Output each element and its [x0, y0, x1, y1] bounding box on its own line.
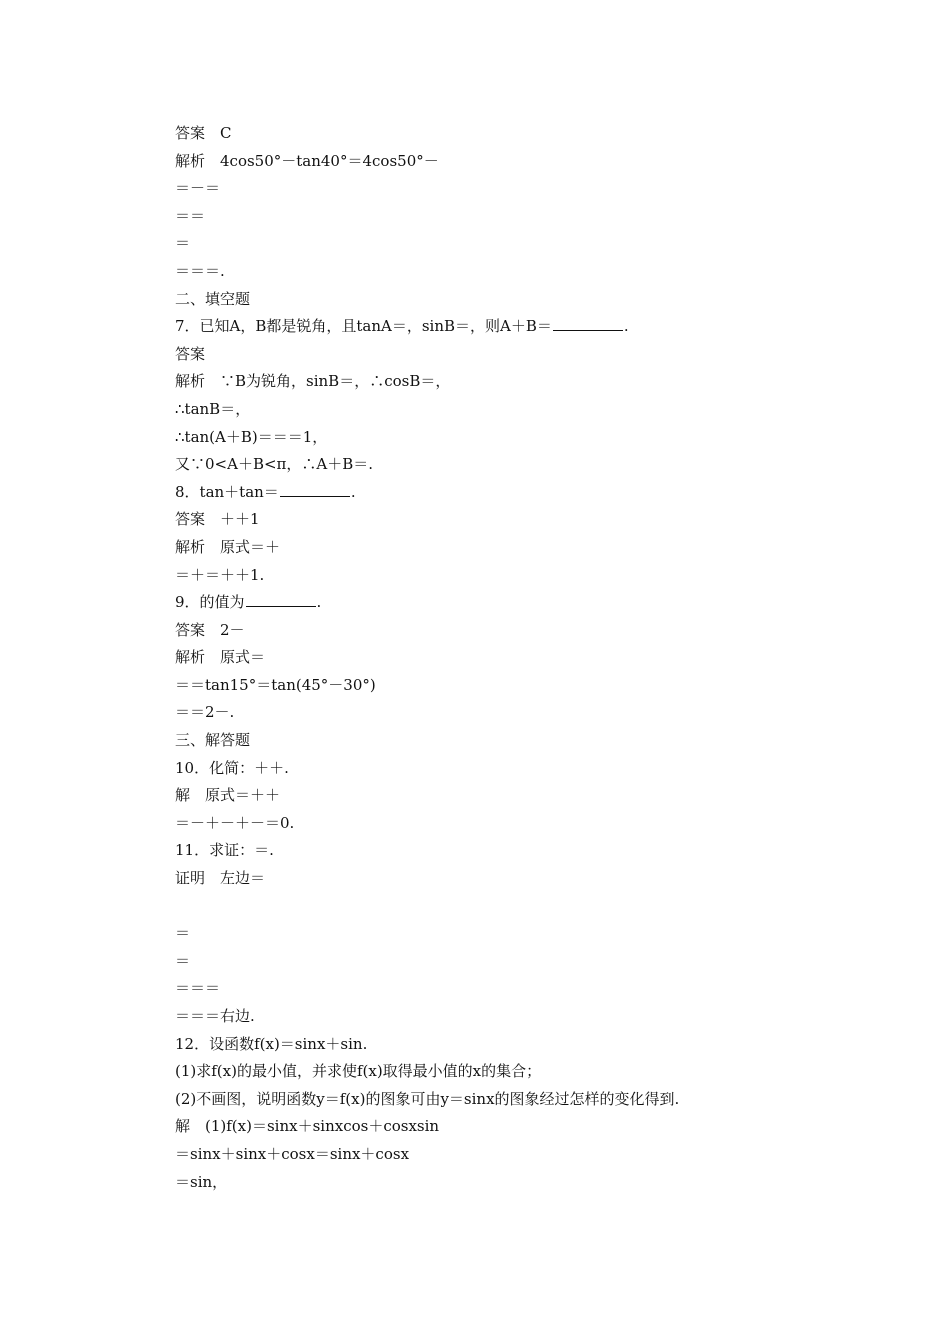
answer-blank	[553, 315, 623, 331]
equation-line: ＝	[175, 234, 191, 253]
equation-line: ＝	[175, 924, 191, 943]
equation-line: ∴tan(A＋B)＝＝＝1，	[175, 427, 328, 446]
question-8-text: 8．tan＋tan＝	[175, 482, 279, 501]
equation-line: ＝＝	[175, 206, 206, 225]
equation-line: ＝－＝	[175, 179, 221, 198]
question-12-part-1: (1)求f(x)的最小值，并求使f(x)取得最小值的x的集合；	[175, 1062, 542, 1081]
question-12: 12．设函数f(x)＝sinx＋sin.	[175, 1034, 368, 1053]
question-12-part-2: (2)不画图，说明函数y＝f(x)的图象可由y＝sinx的图象经过怎样的变化得到.	[175, 1089, 680, 1108]
question-7: 7．已知A，B都是锐角，且tanA＝，sinB＝，则A＋B＝ .	[175, 317, 629, 336]
answer-blank	[246, 591, 316, 607]
spacer	[175, 893, 875, 921]
equation-line: ＝－＋－＋－＝0.	[175, 813, 295, 832]
section-heading-solve: 三、解答题	[175, 731, 251, 750]
answer-line: 答案 ＋＋1	[175, 510, 260, 529]
equation-line: ＝＝＝右边.	[175, 1007, 255, 1025]
answer-blank	[280, 481, 350, 497]
equation-line: 又∵0<A＋B<π，∴A＋B＝.	[175, 455, 374, 474]
analysis-line: 解析 4cos50°－tan40°＝4cos50°－	[175, 151, 439, 170]
analysis-line: 解析 原式＝	[175, 648, 266, 667]
question-8: 8．tan＋tan＝ .	[175, 482, 356, 501]
analysis-line: 解析 ∵B为锐角，sinB＝，∴cosB＝，	[175, 372, 451, 391]
question-10: 10．化简：＋＋.	[175, 758, 289, 777]
document-body	[175, 120, 875, 1196]
answer-line: 答案 C	[175, 124, 232, 142]
equation-line: ＝＝2－.	[175, 703, 235, 722]
equation-line: ＝＝tan15°＝tan(45°－30°)	[175, 675, 376, 694]
equation-line: ＝sin，	[175, 1172, 228, 1191]
question-7-text: 7．已知A，B都是锐角，且tanA＝，sinB＝，则A＋B＝	[175, 317, 552, 336]
solution-line: 解 (1)f(x)＝sinx＋sinxcos＋cosxsin	[175, 1117, 440, 1136]
equation-line: ＝＝＝	[175, 979, 221, 998]
equation-line: ＝＋＝＋＋1.	[175, 565, 265, 584]
equation-line: ＝sinx＋sinx＋cosx＝sinx＋cosx	[175, 1144, 410, 1163]
solution-line: 解 原式＝＋＋	[175, 786, 281, 805]
question-9-text: 9．的值为	[175, 593, 245, 612]
answer-line: 答案	[175, 344, 206, 363]
section-heading-fill-in: 二、填空题	[175, 289, 251, 308]
equation-line: ＝	[175, 951, 191, 970]
answer-line: 答案 2－	[175, 620, 245, 639]
equation-line: ∴tanB＝，	[175, 399, 251, 418]
question-11: 11．求证：＝.	[175, 841, 274, 860]
proof-line: 证明 左边＝	[175, 869, 266, 888]
equation-line: ＝＝＝.	[175, 261, 225, 280]
analysis-line: 解析 原式＝＋	[175, 537, 281, 556]
question-9: 9．的值为 .	[175, 593, 322, 612]
